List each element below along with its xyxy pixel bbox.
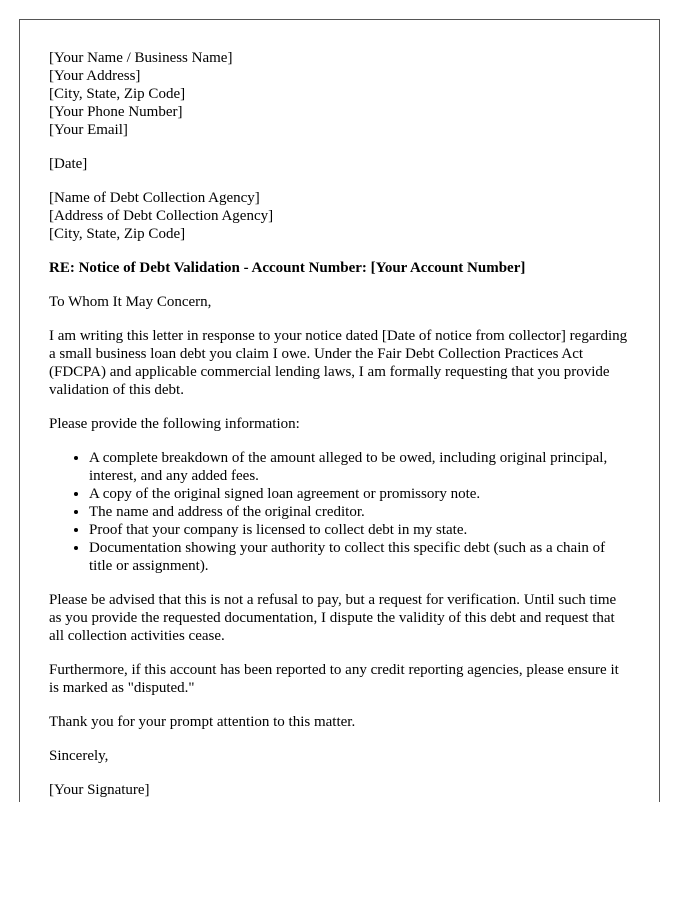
recipient-city-state-zip: [City, State, Zip Code]: [49, 226, 186, 242]
credit-paragraph: Furthermore, if this account has been reported to any credit reporting agencies, please ensure it is marked as "disputed.": [49, 662, 619, 696]
advisory-paragraph: Please be advised that this is not a refusal to pay, but a request for verification. Until such time as you provide the requested documentation, I dispute the validity of this debt and request that all collection activities cease.: [49, 592, 617, 644]
recipient-block: [49, 189, 630, 243]
sender-name: [Your Name / Business Name]: [49, 50, 233, 66]
thanks-paragraph: Thank you for your prompt attention to this matter.: [49, 714, 356, 730]
list-item: • Proof that your company is licensed to collect debt in my state.: [89, 521, 630, 539]
subject-line: RE: Notice of Debt Validation - Account Number: [Your Account Number]: [49, 260, 526, 276]
sender-email: [Your Email]: [49, 122, 128, 138]
list-item: • Documentation showing your authority to collect this specific debt (such as a chain of title or assignment).: [89, 539, 630, 575]
salutation: To Whom It May Concern,: [49, 294, 212, 310]
signature: [Your Signature]: [49, 782, 150, 798]
recipient-address: [Address of Debt Collection Agency]: [49, 208, 274, 224]
letter-date: [Date]: [49, 156, 88, 172]
request-list: [49, 449, 630, 575]
list-item: • A complete breakdown of the amount alleged to be owed, including original principal, interest, and any added fees.: [89, 449, 630, 485]
recipient-name: [Name of Debt Collection Agency]: [49, 190, 260, 206]
request-lead-paragraph: Please provide the following information:: [49, 416, 300, 432]
sender-address: [Your Address]: [49, 68, 141, 84]
sender-city-state-zip: [City, State, Zip Code]: [49, 86, 186, 102]
closing: Sincerely,: [49, 748, 109, 764]
intro-paragraph: I am writing this letter in response to your notice dated [Date of notice from collector] regarding a small business loan debt you claim I owe. Under the Fair Debt Collection Practices Act (FDCPA) and applicable commercial lending laws, I am formally requesting that you provide validation of this debt.: [49, 328, 628, 398]
list-item: • The name and address of the original creditor.: [89, 503, 630, 521]
sender-phone: [Your Phone Number]: [49, 104, 183, 120]
list-item: • A copy of the original signed loan agreement or promissory note.: [89, 485, 630, 503]
sender-block: [49, 49, 630, 139]
letter-page: [19, 19, 660, 802]
